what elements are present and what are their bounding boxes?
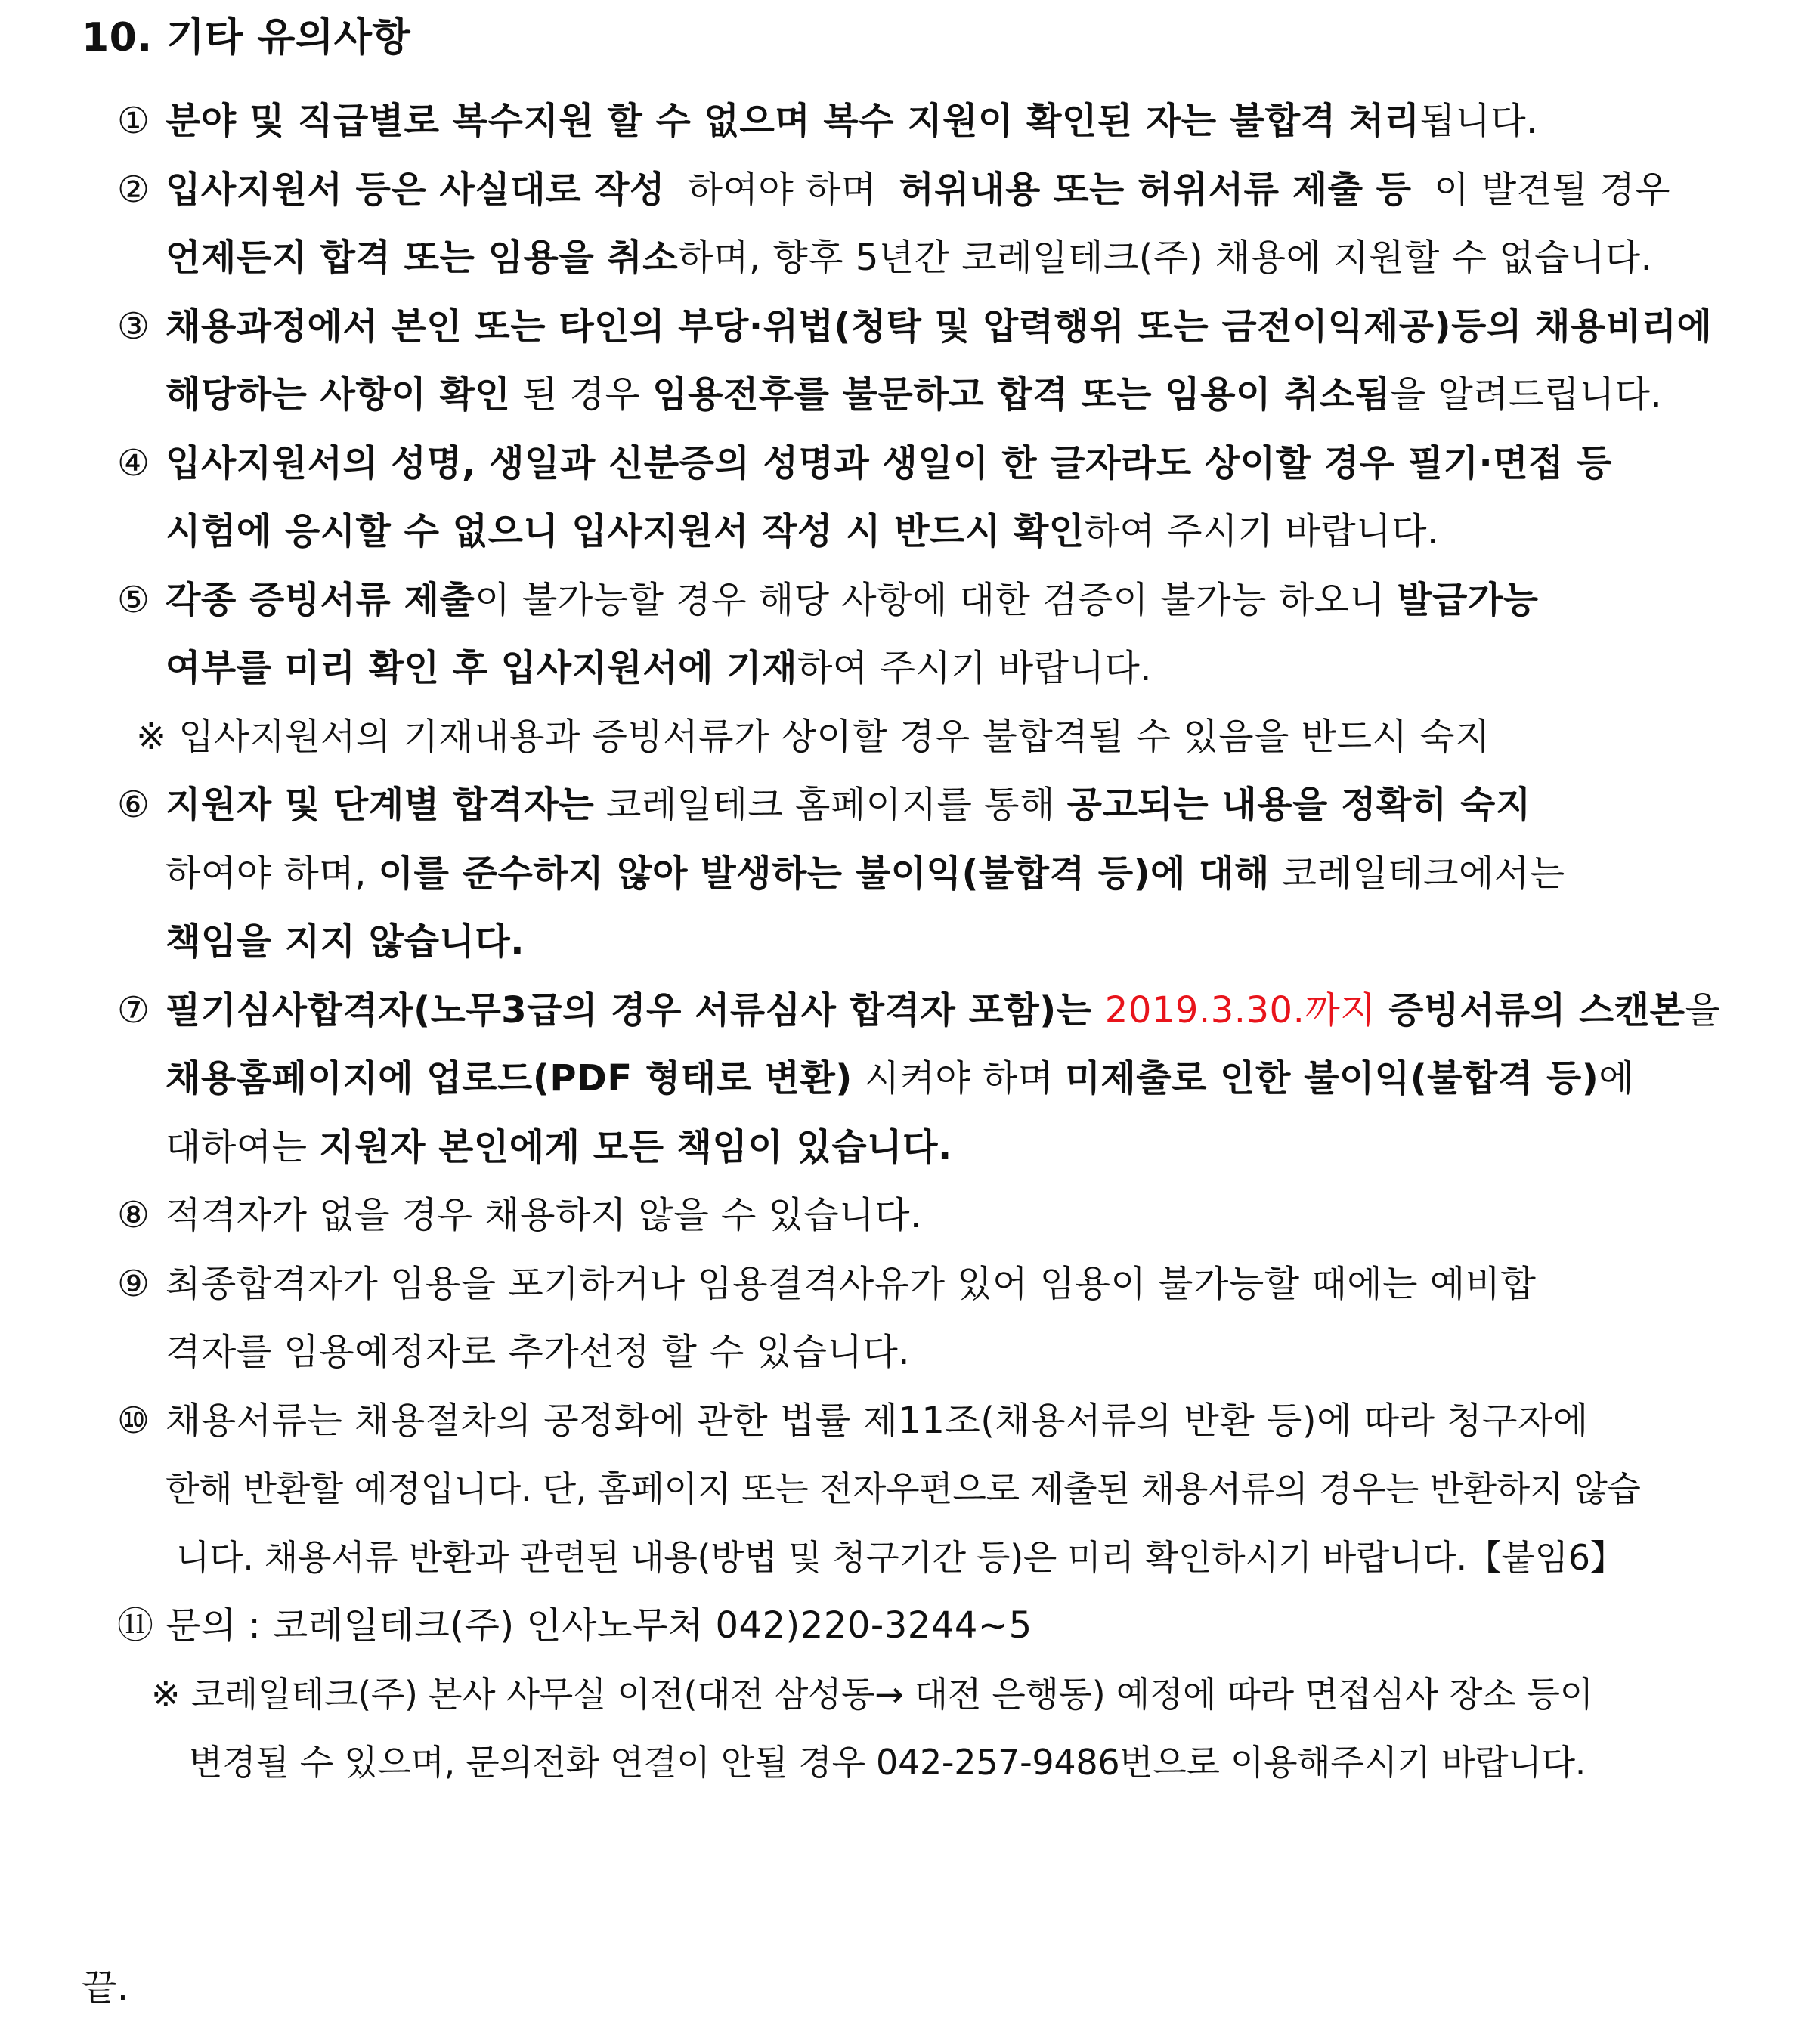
text: 한해 반환할 예정입니다. 단, 홈페이지 또는 전자우편으로 제출된 채용서류의 경우는 반환하지 않습: [166, 1468, 1641, 1509]
text: 이 불가능할 경우 해당 사항에 대한 검증이 불가능 하오니: [475, 579, 1398, 621]
text: 격자를 임용예정자로 추가선정 할 수 있습니다.: [166, 1331, 911, 1373]
item-number: ⑦: [117, 989, 150, 1032]
list-item-7-cont2: [166, 1123, 952, 1171]
text-bold: 증빙서류의 스캔본: [1376, 989, 1685, 1032]
text-bold: 필기심사합격자(노무3급의 경우 서류심사 합격자 포함)는: [166, 989, 1105, 1032]
text: 하며, 향후 5년간 코레일테크(주) 채용에 지원할 수 없습니다.: [678, 237, 1653, 279]
text-bold: 해당하는 사항이 확인: [166, 373, 511, 416]
text-bold: 지원자 및 단계별 합격자는: [166, 784, 595, 826]
text: 을 알려드립니다.: [1390, 373, 1663, 416]
item-number: ⑨: [117, 1263, 150, 1305]
text-bold: 허위내용 또는 허위서류 제출 등: [899, 169, 1412, 211]
text: 된 경우: [510, 373, 653, 416]
text: 하여야 하며,: [166, 852, 379, 895]
text-bold: 시험에 응시할 수 없으니 입사지원서 작성 시 반드시 확인: [166, 510, 1085, 552]
text-bold: 이를 준수하지 않아 발생하는 불이익(불합격 등)에 대해: [378, 852, 1270, 895]
list-item-5-cont: [166, 644, 1152, 692]
list-item-2-cont: [166, 234, 1652, 282]
text-bold: 분야 및 직급별로 복수지원 할 수 없으며 복수 지원이 확인된 자는 불합격 처리: [166, 100, 1420, 142]
text-bold: 입사지원서 등은 사실대로 작성: [166, 169, 665, 211]
text-bold: 각종 증빙서류 제출: [166, 579, 475, 621]
text: 하여야 하며: [687, 169, 877, 211]
list-item-6: [117, 781, 1531, 829]
text: 시켜야 하며: [852, 1057, 1066, 1100]
text: 채용서류는 채용절차의 공정화에 관한 법률 제11조(채용서류의 반환 등)에 따라 청구자에: [166, 1400, 1589, 1442]
note-item-11-cont: 변경될 수 있으며, 문의전화 연결이 안될 경우 042-257-9486번으로 이용해주시기 바랍니다.: [189, 1742, 1586, 1783]
list-item-10-cont: [166, 1465, 1641, 1513]
list-item-11: [117, 1601, 1032, 1650]
list-item-2: [117, 165, 1670, 214]
text-bold: 책임을 지지 않습니다.: [166, 920, 525, 963]
list-item-9-cont: [166, 1328, 910, 1376]
text-bold: 발급가능: [1397, 579, 1539, 621]
text: 대하여는: [166, 1126, 320, 1168]
note-item-5: ※ 입사지원서의 기재내용과 증빙서류가 상이할 경우 불합격될 수 있음을 반드시 숙지: [136, 716, 1490, 758]
text: 됩니다.: [1419, 100, 1538, 142]
item-number: ⑤: [117, 579, 150, 621]
section-title: 10. 기타 유의사항: [82, 15, 411, 60]
text: 하여 주시기 바랍니다.: [797, 647, 1153, 689]
list-item-6-cont2: [166, 917, 525, 966]
list-item-4-cont: [166, 507, 1439, 555]
text-bold: 언제든지 합격 또는 임용을 취소: [166, 237, 679, 279]
text: 하여 주시기 바랍니다.: [1084, 510, 1439, 552]
text: 에: [1599, 1057, 1635, 1100]
list-item-7: [117, 986, 1720, 1035]
list-item-3: [117, 302, 1712, 351]
item-number: ②: [117, 169, 150, 211]
list-item-10: [117, 1397, 1589, 1445]
item-number: ①: [117, 100, 150, 142]
list-item-7-cont: [166, 1054, 1634, 1103]
list-item-6-cont: [166, 849, 1565, 898]
note-item-11: ※ 코레일테크(주) 본사 사무실 이전(대전 삼성동→ 대전 은행동) 예정에 따라 면접심사 장소 등이: [151, 1674, 1593, 1715]
item-number: ⑥: [117, 784, 150, 826]
list-item-5: [117, 576, 1539, 624]
item-number: ⑧: [117, 1194, 150, 1236]
list-item-4: [117, 439, 1612, 487]
text: 코레일테크에서는: [1269, 852, 1565, 895]
text-bold: 공고되는 내용을 정확히 숙지: [1066, 784, 1531, 826]
item-number: ⑪: [117, 1604, 154, 1647]
text-bold: 여부를 미리 확인 후 입사지원서에 기재: [166, 647, 797, 689]
deadline-date-red: 2019.3.30.까지: [1104, 989, 1376, 1032]
text-bold: 임용전후를 불문하고 합격 또는 임용이 취소됨: [652, 373, 1391, 416]
text: 을: [1685, 989, 1721, 1032]
item-number: ⑩: [117, 1400, 150, 1442]
end-mark: 끝.: [82, 1966, 129, 2009]
list-item-9: [117, 1260, 1536, 1308]
list-item-8: [117, 1191, 922, 1239]
text: 니다. 채용서류 반환과 관련된 내용(방법 및 청구기간 등)은 미리 확인하시기 바랍니다.【붙임6】: [176, 1537, 1625, 1578]
text: 코레일테크 홈페이지를 통해: [594, 784, 1067, 826]
text-bold: 채용과정에서 본인 또는 타인의 부당·위법(청탁 및 압력행위 또는 금전이익제공)등의 채용비리에: [166, 305, 1713, 348]
text-bold: 미제출로 인한 불이익(불합격 등): [1065, 1057, 1599, 1100]
text-bold: 지원자 본인에게 모든 책임이 있습니다.: [319, 1126, 952, 1168]
text: 이 발견될 경우: [1434, 169, 1670, 211]
text: 적격자가 없을 경우 채용하지 않을 수 있습니다.: [166, 1194, 922, 1236]
item-number: ③: [117, 305, 150, 348]
text-bold: 채용홈페이지에 업로드(PDF 형태로 변환): [166, 1057, 853, 1100]
text: 문의 : 코레일테크(주) 인사노무처 042)220-3244~5: [166, 1604, 1032, 1647]
item-number: ④: [117, 442, 150, 484]
list-item-10-cont2: [176, 1533, 1624, 1582]
text: 최종합격자가 임용을 포기하거나 임용결격사유가 있어 임용이 불가능할 때에는 예비합: [166, 1263, 1537, 1305]
text-bold: 입사지원서의 성명, 생일과 신분증의 성명과 생일이 한 글자라도 상이할 경우 필기·면접 등: [166, 442, 1613, 484]
list-item-1: [117, 97, 1538, 145]
list-item-3-cont: [166, 370, 1662, 419]
